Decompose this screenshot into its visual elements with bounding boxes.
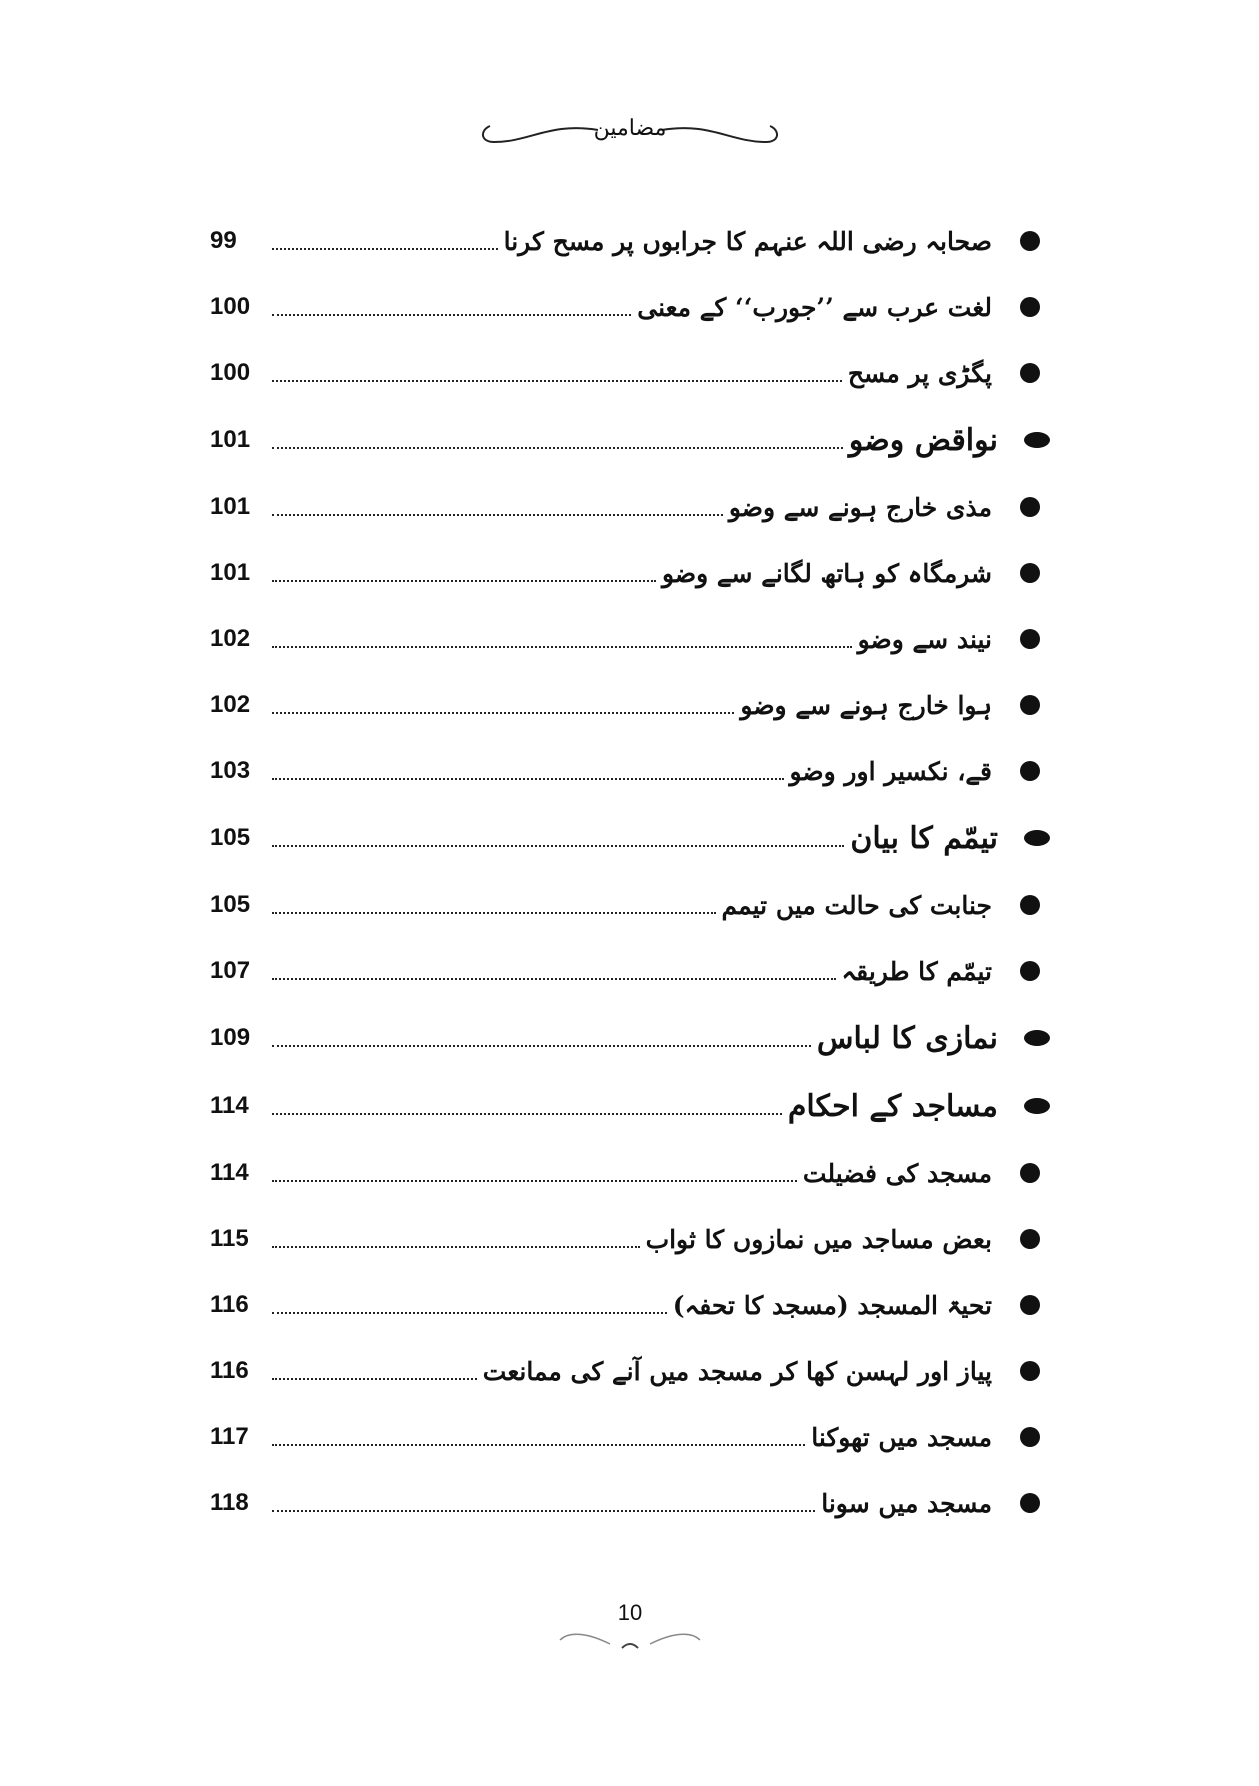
toc-title: تیمّم کا بیان	[850, 820, 998, 856]
entry-bullet-icon	[1020, 231, 1040, 251]
toc-page-number: 116	[210, 1291, 249, 1318]
toc-page-number: 100	[210, 359, 251, 386]
entry-bullet-icon	[1020, 1493, 1040, 1513]
toc-entry[interactable]	[210, 540, 1050, 606]
toc-title: لغت عرب سے ’’جورب‘‘ کے معنی	[637, 292, 992, 322]
entry-bullet-icon	[1020, 1295, 1040, 1315]
toc-page-number: 100	[210, 293, 251, 320]
toc-entry[interactable]	[210, 1470, 1050, 1536]
toc-entry[interactable]	[210, 938, 1050, 1004]
entry-bullet-icon	[1020, 1163, 1040, 1183]
dot-leader	[272, 1246, 640, 1248]
toc-title: ہوا خارج ہونے سے وضو	[740, 690, 992, 720]
page-header	[470, 108, 790, 158]
toc-title: نواقض وضو	[848, 422, 998, 458]
dot-leader	[272, 1444, 805, 1446]
toc-title: مسجد میں تھوکنا	[811, 1422, 992, 1452]
toc-section[interactable]	[210, 1072, 1050, 1140]
toc-section[interactable]	[210, 1004, 1050, 1072]
section-bullet-icon	[1024, 432, 1050, 448]
entry-bullet-icon	[1020, 297, 1040, 317]
toc-page-number: 117	[210, 1423, 249, 1450]
toc-entry[interactable]	[210, 1404, 1050, 1470]
dot-leader	[272, 646, 852, 648]
toc-page-number: 109	[210, 1024, 251, 1051]
dot-leader	[272, 778, 784, 780]
entry-bullet-icon	[1020, 563, 1040, 583]
toc-page-number: 105	[210, 891, 251, 918]
toc-page-number: 103	[210, 757, 251, 784]
toc-page-number: 114	[210, 1159, 249, 1186]
dot-leader	[272, 1113, 782, 1115]
toc-title: تیمّم کا طریقہ	[841, 956, 992, 986]
toc-entry[interactable]	[210, 340, 1050, 406]
entry-bullet-icon	[1020, 363, 1040, 383]
dot-leader	[272, 712, 734, 714]
dot-leader	[272, 248, 498, 250]
dot-leader	[272, 447, 843, 449]
toc-entry[interactable]	[210, 1338, 1050, 1404]
dot-leader	[272, 1180, 797, 1182]
entry-bullet-icon	[1020, 961, 1040, 981]
entry-bullet-icon	[1020, 895, 1040, 915]
dot-leader	[272, 1045, 811, 1047]
dot-leader	[272, 314, 631, 316]
dot-leader	[272, 380, 842, 382]
toc-entry[interactable]	[210, 208, 1050, 274]
toc-page-number: 105	[210, 824, 251, 851]
dot-leader	[272, 845, 844, 847]
entry-bullet-icon	[1020, 1229, 1040, 1249]
entry-bullet-icon	[1020, 1361, 1040, 1381]
dot-leader	[272, 1312, 667, 1314]
toc-entry[interactable]	[210, 1140, 1050, 1206]
toc-page-number: 102	[210, 691, 251, 718]
toc-page-number: 101	[210, 493, 251, 520]
toc-title: قے، نکسیر اور وضو	[789, 756, 992, 786]
toc-entry[interactable]	[210, 606, 1050, 672]
toc-entry[interactable]	[210, 1272, 1050, 1338]
entry-bullet-icon	[1020, 1427, 1040, 1447]
toc-title: شرمگاہ کو ہاتھ لگانے سے وضو	[661, 558, 992, 588]
entry-bullet-icon	[1020, 695, 1040, 715]
toc-title: مسجد کی فضیلت	[802, 1158, 992, 1188]
page-footer	[540, 1600, 720, 1660]
page-number: 10	[617, 1600, 643, 1625]
toc-page-number: 107	[210, 957, 251, 984]
toc-entry[interactable]	[210, 1206, 1050, 1272]
toc-title: نمازی کا لباس	[816, 1020, 998, 1056]
toc-page-number: 114	[210, 1092, 249, 1119]
toc-page-number: 102	[210, 625, 251, 652]
toc-title: نیند سے وضو	[857, 624, 992, 654]
toc-section[interactable]	[210, 804, 1050, 872]
toc-title: جنابت کی حالت میں تیمم	[721, 890, 992, 920]
dot-leader	[272, 978, 836, 980]
dot-leader	[272, 912, 716, 914]
toc-section[interactable]	[210, 406, 1050, 474]
toc-page-number: 118	[210, 1489, 249, 1516]
toc-title: مذی خارج ہونے سے وضو	[728, 492, 992, 522]
entry-bullet-icon	[1020, 761, 1040, 781]
entry-bullet-icon	[1020, 629, 1040, 649]
toc-entry[interactable]	[210, 738, 1050, 804]
toc-entry[interactable]	[210, 274, 1050, 340]
section-bullet-icon	[1024, 830, 1050, 846]
dot-leader	[272, 1378, 477, 1380]
toc-entry[interactable]	[210, 672, 1050, 738]
dot-leader	[272, 580, 656, 582]
toc-page-number: 115	[210, 1225, 249, 1252]
toc-page-number: 116	[210, 1357, 249, 1384]
toc-entry[interactable]	[210, 872, 1050, 938]
dot-leader	[272, 514, 723, 516]
toc-title: پیاز اور لہسن کھا کر مسجد میں آنے کی ممانعت	[482, 1356, 992, 1386]
dot-leader	[272, 1510, 815, 1512]
toc-title: مساجد کے احکام	[787, 1088, 998, 1124]
toc-title: پگڑی پر مسح	[847, 358, 992, 388]
table-of-contents	[210, 208, 1050, 1536]
toc-page-number: 101	[210, 426, 251, 453]
toc-entry[interactable]	[210, 474, 1050, 540]
toc-page-number: 99	[210, 227, 237, 254]
toc-title: صحابہ رضی اللہ عنہم کا جرابوں پر مسح کرنا	[503, 226, 992, 256]
toc-title: مسجد میں سونا	[821, 1488, 992, 1518]
toc-title: بعض مساجد میں نمازوں کا ثواب	[645, 1224, 992, 1254]
section-bullet-icon	[1024, 1098, 1050, 1114]
toc-title: تحیۃ المسجد (مسجد کا تحفہ)	[672, 1290, 992, 1320]
header-title: مضامین	[593, 116, 667, 141]
toc-page-number: 101	[210, 559, 251, 586]
entry-bullet-icon	[1020, 497, 1040, 517]
section-bullet-icon	[1024, 1030, 1050, 1046]
